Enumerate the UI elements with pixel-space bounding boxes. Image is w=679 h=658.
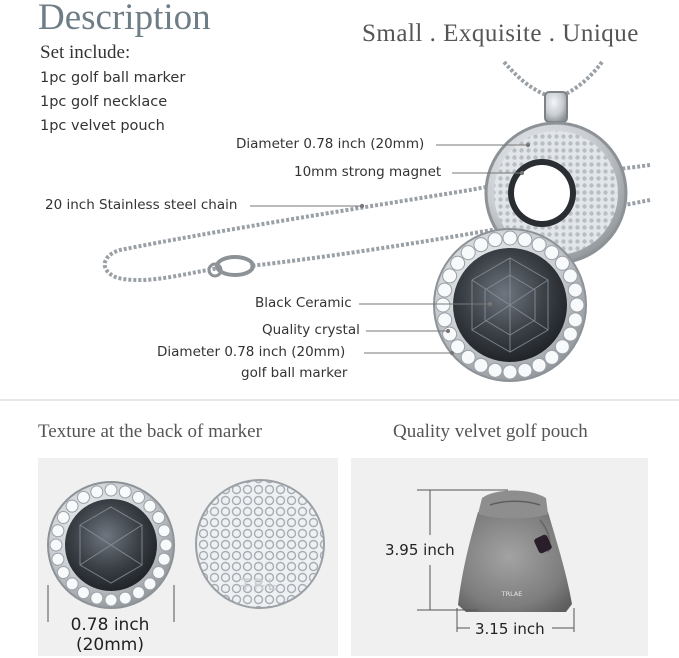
pouch-section-title: Quality velvet golf pouch (393, 421, 588, 442)
crystal-stone (57, 512, 69, 524)
callout-magnet: 10mm strong magnet (294, 164, 442, 180)
crystal-stone (474, 238, 488, 252)
marker-front-view (48, 482, 174, 608)
tagline: Small . Exquisite . Unique (362, 20, 639, 47)
set-item-necklace: 1pc golf necklace (40, 94, 168, 110)
crystal-stone (545, 246, 559, 260)
marker-back-texture (196, 480, 324, 608)
crystal-stone (153, 567, 165, 579)
marker-dimension-label (60, 615, 160, 655)
crystal-stone (474, 358, 488, 372)
crystal-stone (52, 553, 64, 565)
chain-clasp (209, 257, 253, 276)
callout-chain: 20 inch Stainless steel chain (45, 197, 238, 213)
crystal-stone (133, 587, 145, 599)
svg-text:T̶R̶L̶: T̶R̶L̶ (240, 575, 280, 594)
crystal-stone (78, 587, 90, 599)
crystal-stone (443, 327, 457, 341)
page-title: Description (38, 0, 211, 38)
crystal-stone (532, 358, 546, 372)
crystal-stone (518, 363, 532, 377)
crystal-stone (438, 283, 452, 297)
crystal-stone (158, 525, 170, 537)
marker-dimension-inch: 0.78 inch (70, 615, 150, 635)
set-include-title: Set include: (40, 42, 131, 63)
pouch-brand: TRLAE (501, 590, 523, 598)
crystal-stone (105, 484, 117, 496)
crystal-stone (158, 553, 170, 565)
crystal-stone (451, 256, 465, 270)
pouch-height-label: 3.95 inch (385, 541, 455, 559)
crystal-stone (91, 486, 103, 498)
crystal-stone (153, 512, 165, 524)
golf-ball-marker-front (434, 229, 586, 381)
crystal-stone (438, 313, 452, 327)
crystal-stone (52, 525, 64, 537)
callout-crystal: Quality crystal (262, 322, 360, 338)
crystal-stone (563, 327, 577, 341)
crystal-stone (568, 283, 582, 297)
marker-dimension-mm: (20mm) (75, 635, 145, 655)
crystal-stone (66, 578, 78, 590)
crystal-stone (66, 500, 78, 512)
crystal-stone (50, 539, 62, 551)
crystal-stone (488, 233, 502, 247)
crystal-stone (119, 486, 131, 498)
crystal-stone (78, 491, 90, 503)
crystal-stone (91, 592, 103, 604)
crystal-stone (443, 269, 457, 283)
set-item-pouch: 1pc velvet pouch (40, 118, 165, 134)
crystal-stone (119, 592, 131, 604)
pendant-bail (545, 92, 567, 122)
crystal-stone (57, 567, 69, 579)
crystal-stone (461, 350, 475, 364)
crystal-stone (133, 491, 145, 503)
crystal-stone (436, 298, 450, 312)
crystal-stone (160, 539, 172, 551)
crystal-stone (532, 238, 546, 252)
crystal-stone (461, 246, 475, 260)
crystal-stone (518, 233, 532, 247)
crystal-stone (568, 313, 582, 327)
crystal-stone (503, 365, 517, 379)
callout-diameter-top: Diameter 0.78 inch (20mm) (236, 136, 425, 152)
crystal-stone (105, 594, 117, 606)
crystal-stone (563, 269, 577, 283)
pouch-width-label: 3.15 inch (475, 620, 545, 638)
set-item-marker: 1pc golf ball marker (40, 70, 186, 86)
crystal-stone (144, 500, 156, 512)
crystal-stone (545, 350, 559, 364)
texture-section-title: Texture at the back of marker (38, 421, 262, 442)
crystal-stone (555, 340, 569, 354)
crystal-stone (488, 363, 502, 377)
callout-marker-label: golf ball marker (241, 365, 348, 381)
crystal-stone (555, 256, 569, 270)
crystal-stone (144, 578, 156, 590)
crystal-stone (503, 231, 517, 245)
callout-ceramic: Black Ceramic (255, 295, 352, 311)
crystal-stone (570, 298, 584, 312)
callout-diameter-bottom: Diameter 0.78 inch (20mm) (157, 344, 346, 360)
